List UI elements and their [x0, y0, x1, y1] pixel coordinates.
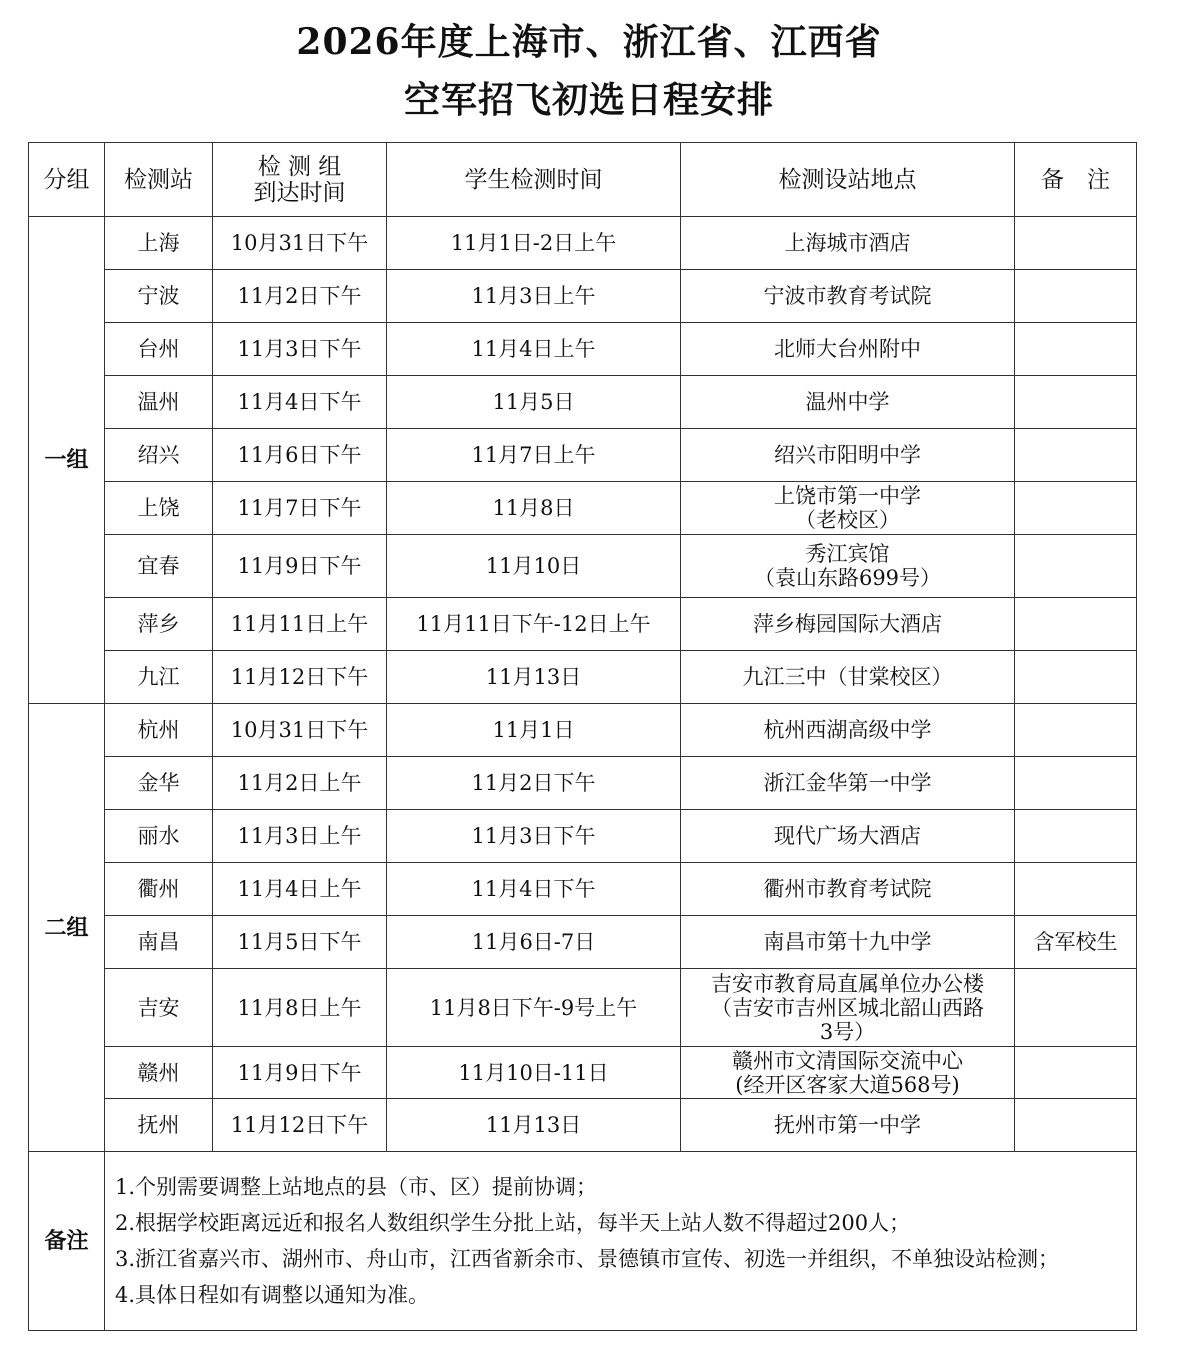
test-time-cell: 11月13日 [387, 651, 681, 704]
test-time-cell: 11月8日 [387, 482, 681, 535]
header-row [29, 143, 1137, 217]
arrival-time-cell: 10月31日下午 [213, 704, 387, 757]
note-item: 3.浙江省嘉兴市、湖州市、舟山市，江西省新余市、景德镇市宣传、初选一并组织，不单独设站检测； [115, 1247, 1060, 1271]
test-time-cell: 11月10日 [387, 535, 681, 598]
arrival-time-cell: 11月4日下午 [213, 376, 387, 429]
arrival-time-cell: 11月9日下午 [213, 535, 387, 598]
remark-cell [1015, 863, 1137, 916]
test-time-cell: 11月2日下午 [387, 757, 681, 810]
table-row [29, 810, 1137, 863]
table-row [29, 323, 1137, 376]
location-cell: 上饶市第一中学 （老校区） [681, 482, 1015, 535]
table-row [29, 270, 1137, 323]
table-row [29, 1047, 1137, 1099]
arrival-time-cell: 11月8日上午 [213, 969, 387, 1047]
arrival-time-cell: 11月5日下午 [213, 916, 387, 969]
test-time-cell: 11月8日下午-9号上午 [387, 969, 681, 1047]
location-cell: 浙江金华第一中学 [681, 757, 1015, 810]
table-row [29, 969, 1137, 1047]
table-row [29, 704, 1137, 757]
table-row [29, 376, 1137, 429]
station-cell: 金华 [105, 757, 213, 810]
table-row [29, 916, 1137, 969]
remark-cell [1015, 651, 1137, 704]
arrival-time-cell: 11月9日下午 [213, 1047, 387, 1099]
table-row [29, 217, 1137, 270]
remark-cell [1015, 217, 1137, 270]
station-cell: 南昌 [105, 916, 213, 969]
station-cell: 宜春 [105, 535, 213, 598]
arrival-time-cell: 11月3日上午 [213, 810, 387, 863]
table-row [29, 598, 1137, 651]
test-time-cell: 11月4日上午 [387, 323, 681, 376]
remark-cell [1015, 810, 1137, 863]
remark-cell: 含军校生 [1015, 916, 1137, 969]
table-row [29, 1099, 1137, 1152]
arrival-time-cell: 11月11日上午 [213, 598, 387, 651]
location-cell: 秀江宾馆 （袁山东路699号） [681, 535, 1015, 598]
note-item: 1.个别需要调整上站地点的县（市、区）提前协调； [115, 1175, 598, 1199]
header-arrival: 检 测 组 到达时间 [213, 143, 387, 217]
arrival-time-cell: 11月3日下午 [213, 323, 387, 376]
arrival-time-cell: 11月7日下午 [213, 482, 387, 535]
table-row [29, 429, 1137, 482]
remark-cell [1015, 1099, 1137, 1152]
table-row [29, 863, 1137, 916]
location-cell: 现代广场大酒店 [681, 810, 1015, 863]
location-cell: 南昌市第十九中学 [681, 916, 1015, 969]
remark-cell [1015, 270, 1137, 323]
station-cell: 台州 [105, 323, 213, 376]
location-cell: 抚州市第一中学 [681, 1099, 1015, 1152]
station-cell: 九江 [105, 651, 213, 704]
remark-cell [1015, 429, 1137, 482]
test-time-cell: 11月3日下午 [387, 810, 681, 863]
location-cell: 赣州市文清国际交流中心 (经开区客家大道568号) [681, 1047, 1015, 1099]
remark-cell [1015, 1047, 1137, 1099]
test-time-cell: 11月13日 [387, 1099, 681, 1152]
document-title-line2: 空军招飞初选日程安排 [403, 79, 774, 121]
group-label: 二组 [29, 704, 105, 1152]
arrival-time-cell: 11月2日下午 [213, 270, 387, 323]
remark-cell [1015, 376, 1137, 429]
table-row [29, 757, 1137, 810]
schedule-table [28, 142, 1137, 1331]
note-item: 2.根据学校距离远近和报名人数组织学生分批上站，每半天上站人数不得超过200人； [115, 1211, 911, 1235]
table-row [29, 651, 1137, 704]
station-cell: 宁波 [105, 270, 213, 323]
station-cell: 上海 [105, 217, 213, 270]
test-time-cell: 11月3日上午 [387, 270, 681, 323]
remark-cell [1015, 482, 1137, 535]
test-time-cell: 11月6日-7日 [387, 916, 681, 969]
table-row [29, 482, 1137, 535]
test-time-cell: 11月5日 [387, 376, 681, 429]
group-label: 一组 [29, 217, 105, 704]
remark-cell [1015, 323, 1137, 376]
test-time-cell: 11月1日-2日上午 [387, 217, 681, 270]
notes-label: 备注 [29, 1152, 105, 1331]
arrival-time-cell: 11月4日上午 [213, 863, 387, 916]
arrival-time-cell: 11月12日下午 [213, 651, 387, 704]
table-row [29, 535, 1137, 598]
location-cell: 萍乡梅园国际大酒店 [681, 598, 1015, 651]
header-remark: 备 注 [1015, 143, 1137, 217]
location-cell: 绍兴市阳明中学 [681, 429, 1015, 482]
remark-cell [1015, 598, 1137, 651]
notes-row [29, 1152, 1137, 1331]
arrival-time-cell: 11月12日下午 [213, 1099, 387, 1152]
arrival-time-cell: 10月31日下午 [213, 217, 387, 270]
remark-cell [1015, 704, 1137, 757]
location-cell: 北师大台州附中 [681, 323, 1015, 376]
header-location: 检测设站地点 [681, 143, 1015, 217]
station-cell: 上饶 [105, 482, 213, 535]
location-cell: 杭州西湖高级中学 [681, 704, 1015, 757]
station-cell: 温州 [105, 376, 213, 429]
note-item: 4.具体日程如有调整以通知为准。 [115, 1283, 430, 1307]
remark-cell [1015, 969, 1137, 1047]
location-cell: 温州中学 [681, 376, 1015, 429]
location-cell: 九江三中（甘棠校区） [681, 651, 1015, 704]
arrival-time-cell: 11月6日下午 [213, 429, 387, 482]
station-cell: 抚州 [105, 1099, 213, 1152]
test-time-cell: 11月7日上午 [387, 429, 681, 482]
test-time-cell: 11月10日-11日 [387, 1047, 681, 1099]
location-cell: 上海城市酒店 [681, 217, 1015, 270]
test-time-cell: 11月4日下午 [387, 863, 681, 916]
header-group: 分组 [29, 143, 105, 217]
location-cell: 宁波市教育考试院 [681, 270, 1015, 323]
remark-cell [1015, 757, 1137, 810]
test-time-cell: 11月11日下午-12日上午 [387, 598, 681, 651]
station-cell: 萍乡 [105, 598, 213, 651]
station-cell: 绍兴 [105, 429, 213, 482]
station-cell: 吉安 [105, 969, 213, 1047]
header-station: 检测站 [105, 143, 213, 217]
station-cell: 衢州 [105, 863, 213, 916]
station-cell: 杭州 [105, 704, 213, 757]
station-cell: 丽水 [105, 810, 213, 863]
document-title-line1: 2026年度上海市、浙江省、江西省 [296, 21, 882, 63]
notes-content [105, 1152, 1137, 1331]
location-cell: 衢州市教育考试院 [681, 863, 1015, 916]
test-time-cell: 11月1日 [387, 704, 681, 757]
arrival-time-cell: 11月2日上午 [213, 757, 387, 810]
header-test-time: 学生检测时间 [387, 143, 681, 217]
location-cell: 吉安市教育局直属单位办公楼 （吉安市吉州区城北韶山西路 3号） [681, 969, 1015, 1047]
remark-cell [1015, 535, 1137, 598]
station-cell: 赣州 [105, 1047, 213, 1099]
